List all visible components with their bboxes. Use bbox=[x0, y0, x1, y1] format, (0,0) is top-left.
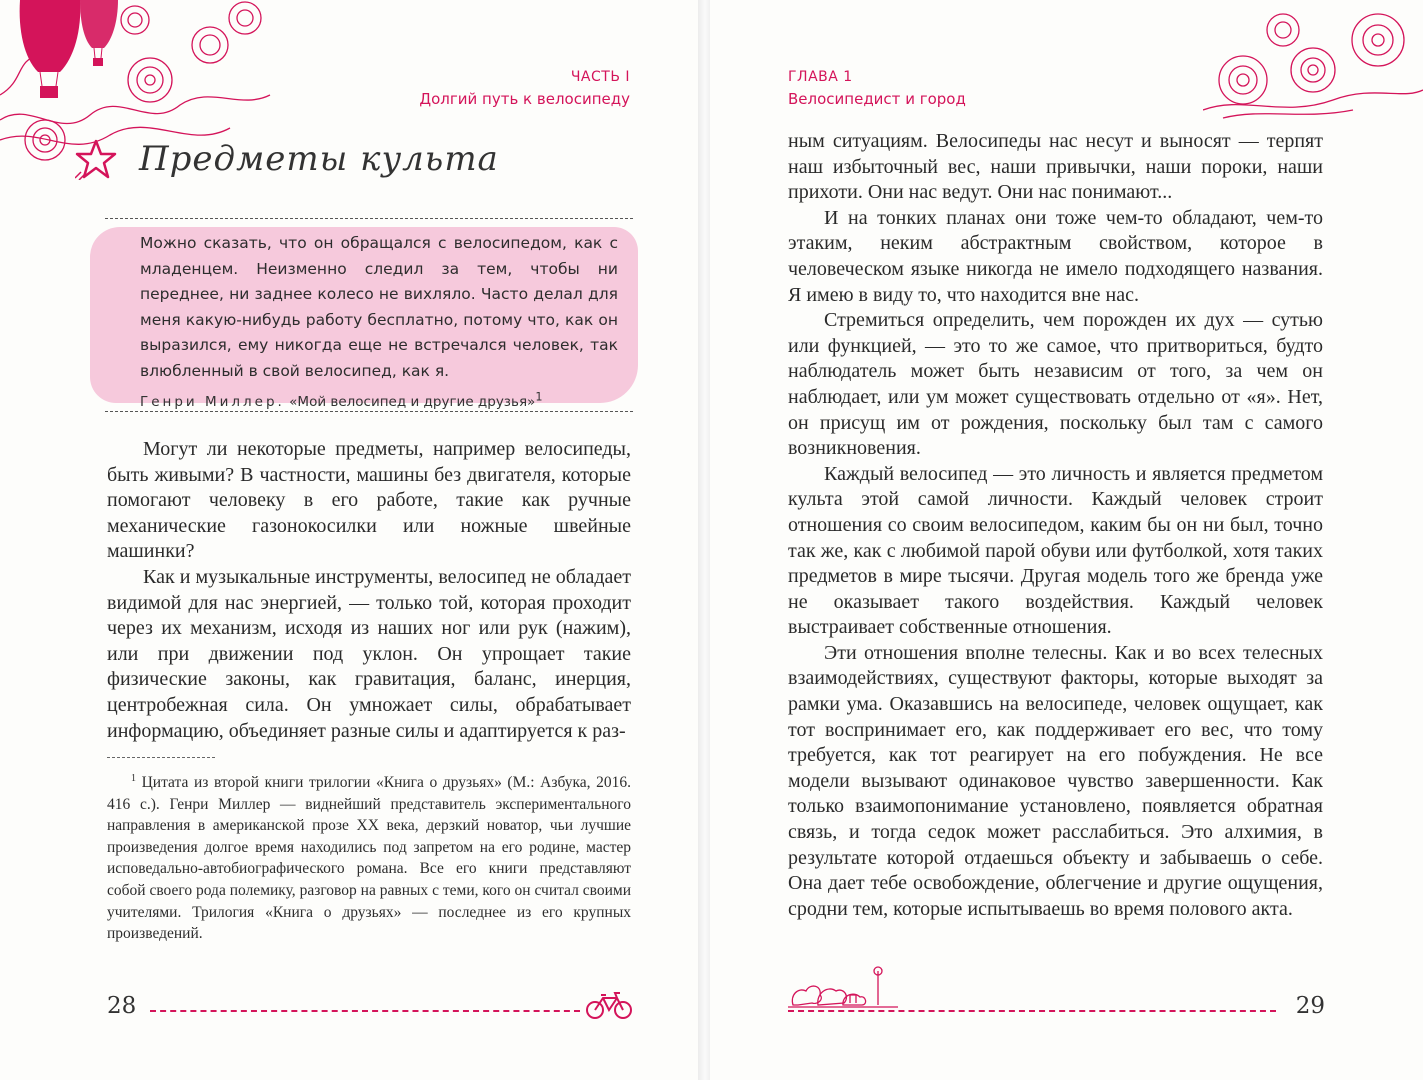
epigraph-quote: Можно сказать, что он обращался с велосипедом, как с младенцем. Неизменно следил за тем, чтобы ни переднее, ни заднее колесо не вихляло. Часто делал для меня какую-нибудь работу бесплатно, потому что, как он выразился, ему никогда еще не встречался человек, так влюбленный в свой велосипед, как я. bbox=[140, 234, 618, 380]
footer-dashed-rule bbox=[788, 1010, 1276, 1012]
chapter-label: ГЛАВА 1 bbox=[788, 69, 853, 85]
section-title: Предметы культа bbox=[139, 139, 499, 179]
paragraph: И на тонких планах они тоже чем-то обладают, чем-то этаким, неким абстрактным свойством, которое в человеческом языке никогда не имело подходящего названия. Я имею в виду то, что находится вне нас. bbox=[788, 206, 1323, 306]
right-page bbox=[710, 0, 1423, 1080]
page-number-right: 29 bbox=[1295, 993, 1325, 1019]
epigraph-work: «Мой велосипед и другие друзья» bbox=[289, 394, 536, 410]
paragraph: Могут ли некоторые предметы, например велосипеды, быть живыми? В частности, машины без двигателя, которые помогают человеку в его работе, такие как ручные механические газонокосилки или ножные швейные машинки? bbox=[107, 438, 631, 563]
footer-dashed-rule bbox=[150, 1010, 580, 1012]
paragraph: Каждый велосипед — это личность и является предметом культа этой самой личности. Каждый человек строит отношения со своим велосипедом, каким бы он ни был, точно так же, как с любимой парой обуви или футболкой, хотя таких предметов в мире тысячи. Другая модель того же бренда уже не оказывает такого воздействия. Каждый человек выстраивает собственные отношения. bbox=[788, 462, 1323, 639]
running-head-left bbox=[419, 66, 630, 110]
star-icon bbox=[75, 138, 117, 180]
footnote-divider bbox=[107, 757, 215, 758]
epigraph-text-block bbox=[140, 231, 618, 416]
paragraph: Как и музыкальные инструменты, велосипед не обладает видимой для нас энергией, — только той, которая проходит через их механизм, исходя из наших ног или рук (нажим), или при движении под уклон. Он упрощает такие физические законы, как гравитация, баланс, инерция, центробежная сила. Он умножает силы, обрабатывает информацию, объединяет разные силы и адаптируется к раз- bbox=[107, 565, 631, 742]
part-title: Долгий путь к велосипеду bbox=[419, 90, 630, 108]
footnote bbox=[107, 772, 631, 945]
left-page bbox=[0, 0, 700, 1080]
footnote-ref[interactable]: 1 bbox=[535, 390, 543, 404]
footnote-text: Цитата из второй книги трилогии «Книга о друзьях» (М.: Азбука, 2016. 416 с.). Генри Миллер — виднейший представитель экспериментального направления в американской прозе XX века, дерзкий новатор, чьи лучшие произведения долгое время находились под запретом на его родине, мастер исповедально-автобиографического романа. Все его книги представляют собой своего рода полемику, разговор на равных с теми, кого он считал своими учителями. Трилогия «Книга о друзьях» — последнее из его крупных произведений. bbox=[107, 774, 632, 943]
page-number-left: 28 bbox=[107, 993, 137, 1019]
right-body-text bbox=[788, 129, 1323, 922]
footnote-mark: 1 bbox=[131, 772, 136, 784]
bicycle-icon bbox=[585, 990, 633, 1020]
park-trees-icon bbox=[788, 965, 898, 1009]
footnote-body bbox=[107, 772, 631, 945]
left-body-text bbox=[107, 437, 631, 744]
paragraph: ным ситуациям. Велосипеды нас несут и выносят — терпят наш избыточный вес, наши привычки, наши пороки, наши прихоти. Они нас ведут. Они нас понимают... bbox=[788, 130, 1323, 204]
epigraph-source bbox=[140, 390, 618, 416]
swirl-decoration-icon bbox=[1203, 0, 1423, 120]
section-heading bbox=[75, 138, 499, 180]
chapter-title: Велосипедист и город bbox=[788, 90, 966, 108]
paragraph: Стремиться определить, чем порожден их дух — сутью или функцией, — это то же самое, что притвориться, будто наблюдатель может быть независим от того, за чем он наблюдает, или ум может существовать отдельно от «я». Нет, он присущ им от рождения, поскольку был там с самого возникновения. bbox=[788, 309, 1323, 460]
part-label: ЧАСТЬ I bbox=[570, 69, 630, 85]
running-head-right bbox=[788, 66, 966, 110]
epigraph bbox=[105, 218, 633, 412]
paragraph: Эти отношения вполне телесны. Как и во всех телесных взаимодействиях, существуют факторы, которые выходят за рамки ума. Оказавшись на велосипеде, человек ощущает, как тот воспринимает его, как поддерживает его вес, что тому требуется, как тот реагирует на его побуждения. Не все модели вызывают одинаковое чувство завершенности. Как только взаимопонимание установлено, появляется обратная связь, и тогда седок может расслабиться. Это алхимия, в результате которой отдаешься объекту и забываешь о себе. Она дает тебе освобождение, облегчение и другие ощущения, сродни тем, которые испытываешь во время полового акта. bbox=[788, 641, 1323, 920]
epigraph-author: Генри Миллер. bbox=[140, 394, 285, 410]
